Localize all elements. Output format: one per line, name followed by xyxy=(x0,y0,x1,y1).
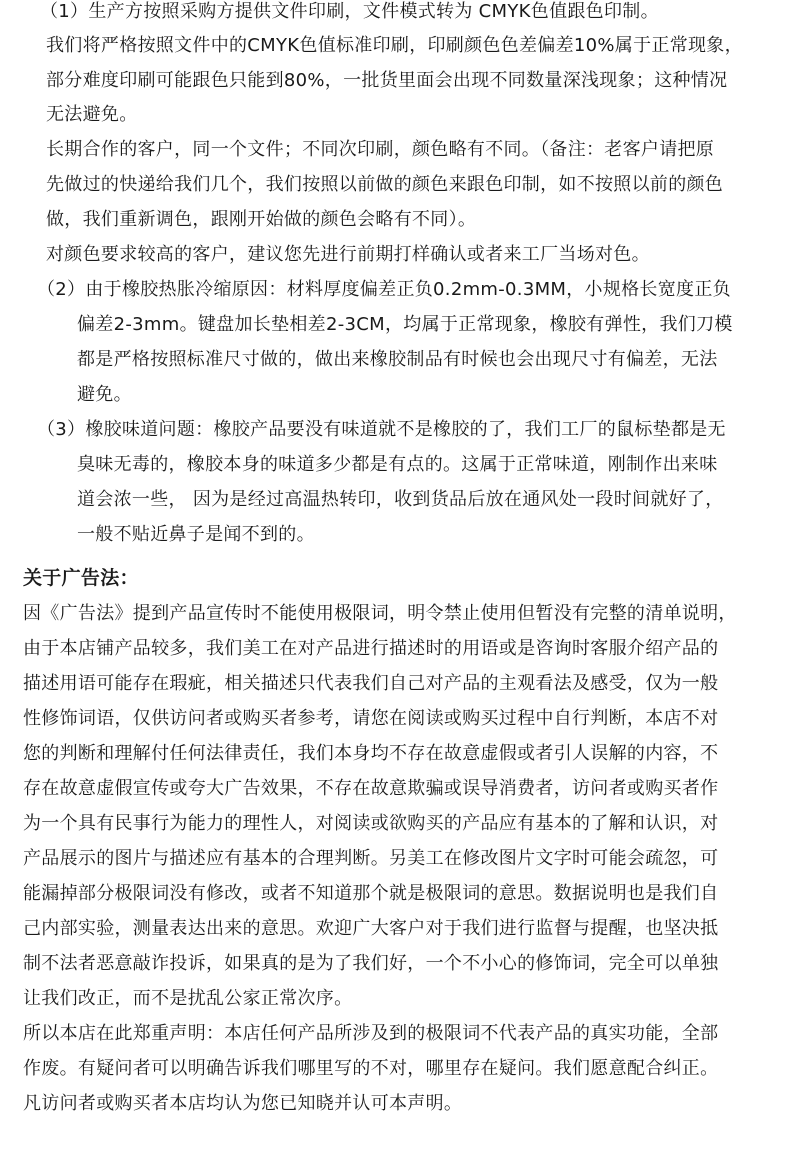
ad-law-line-1: 因《广告法》提到产品宣传时不能使用极限词，明令禁止使用但暂没有完整的清单说明， xyxy=(23,603,737,624)
section3-line-2: 臭味无毒的，橡胶本身的味道多少都是有点的。这属于正常味道，刚制作出来味 xyxy=(77,454,718,475)
ad-law-line-14: 作废。有疑问者可以明确告诉我们哪里写的不对，哪里存在疑问。我们愿意配合纠正。 xyxy=(23,1058,719,1079)
section1-line-2: 我们将严格按照文件中的CMYK色值标准印刷，印刷颜色色差偏差10%属于正常现象， xyxy=(46,35,743,56)
section2-line-3: 都是严格按照标准尺寸做的，做出来橡胶制品有时候也会出现尺寸有偏差，无法 xyxy=(77,349,718,370)
section1-line-4: 无法避免。 xyxy=(46,104,138,125)
section1-line-1: （1）生产方按照采购方提供文件印刷，文件模式转为 CMYK色值跟色印制。 xyxy=(40,1,659,22)
ad-law-line-4: 性修饰词语，仅供访问者或购买者参考，请您在阅读或购买过程中自行判断，本店不对 xyxy=(23,708,719,729)
section3-line-4: 一般不贴近鼻子是闻不到的。 xyxy=(77,524,315,545)
ad-law-line-2: 由于本店铺产品较多，我们美工在对产品进行描述时的用语或是咨询时客服介绍产品的 xyxy=(23,638,719,659)
ad-law-heading: 关于广告法： xyxy=(23,567,139,589)
ad-law-line-10: 己内部实验，测量表达出来的意思。欢迎广大客户对于我们进行监督与提醒，也坚决抵 xyxy=(23,918,719,939)
ad-law-line-13: 所以本店在此郑重声明：本店任何产品所涉及到的极限词不代表产品的真实功能，全部 xyxy=(23,1023,719,1044)
section1-line-7: 做，我们重新调色，跟刚开始做的颜色会略有不同）。 xyxy=(46,209,477,230)
section3-line-3: 道会浓一些， 因为是经过高温热转印，收到货品后放在通风处一段时间就好了， xyxy=(77,489,724,510)
ad-law-line-6: 存在故意虚假宣传或夸大广告效果，不存在故意欺骗或误导消费者，访问者或购买者作 xyxy=(23,778,719,799)
section3-line-1: （3）橡胶味道问题：橡胶产品要没有味道就不是橡胶的了，我们工厂的鼠标垫都是无 xyxy=(37,419,726,440)
ad-law-line-3: 描述用语可能存在瑕疵，相关描述只代表我们自己对产品的主观看法及感受，仅为一般 xyxy=(23,673,719,694)
ad-law-line-15: 凡访问者或购买者本店均认为您已知晓并认可本声明。 xyxy=(23,1093,463,1114)
section1-line-5: 长期合作的客户，同一个文件；不同次印刷，颜色略有不同。（备注：老客户请把原 xyxy=(46,139,715,160)
section1-line-8: 对颜色要求较高的客户，建议您先进行前期打样确认或者来工厂当场对色。 xyxy=(46,244,650,265)
section1-line-3: 部分难度印刷可能跟色只能到80%，一批货里面会出现不同数量深浅现象；这种情况 xyxy=(46,70,728,91)
ad-law-line-5: 您的判断和理解付任何法律责任，我们本身均不存在故意虚假或者引人误解的内容，不 xyxy=(23,743,719,764)
ad-law-line-9: 能漏掉部分极限词没有修改，或者不知道那个就是极限词的意思。数据说明也是我们自 xyxy=(23,883,719,904)
section2-line-2: 偏差2-3mm。键盘加长垫相差2-3CM，均属于正常现象，橡胶有弹性，我们刀模 xyxy=(77,314,733,335)
ad-law-line-7: 为一个具有民事行为能力的理性人，对阅读或欲购买的产品应有基本的了解和认识，对 xyxy=(23,813,719,834)
section2-line-4: 避免。 xyxy=(77,384,132,405)
ad-law-line-11: 制不法者恶意敲诈投诉，如果真的是为了我们好，一个不小心的修饰词，完全可以单独 xyxy=(23,953,719,974)
section2-line-1: （2）由于橡胶热胀冷缩原因：材料厚度偏差正负0.2mm-0.3MM，小规格长宽度正负 xyxy=(37,279,731,300)
ad-law-line-8: 产品展示的图片与描述应有基本的合理判断。另美工在修改图片文字时可能会疏忽，可 xyxy=(23,848,719,869)
section1-line-6: 先做过的快递给我们几个，我们按照以前做的颜色来跟色印制，如不按照以前的颜色 xyxy=(46,174,724,195)
ad-law-line-12: 让我们改正，而不是扰乱公家正常次序。 xyxy=(23,988,353,1009)
